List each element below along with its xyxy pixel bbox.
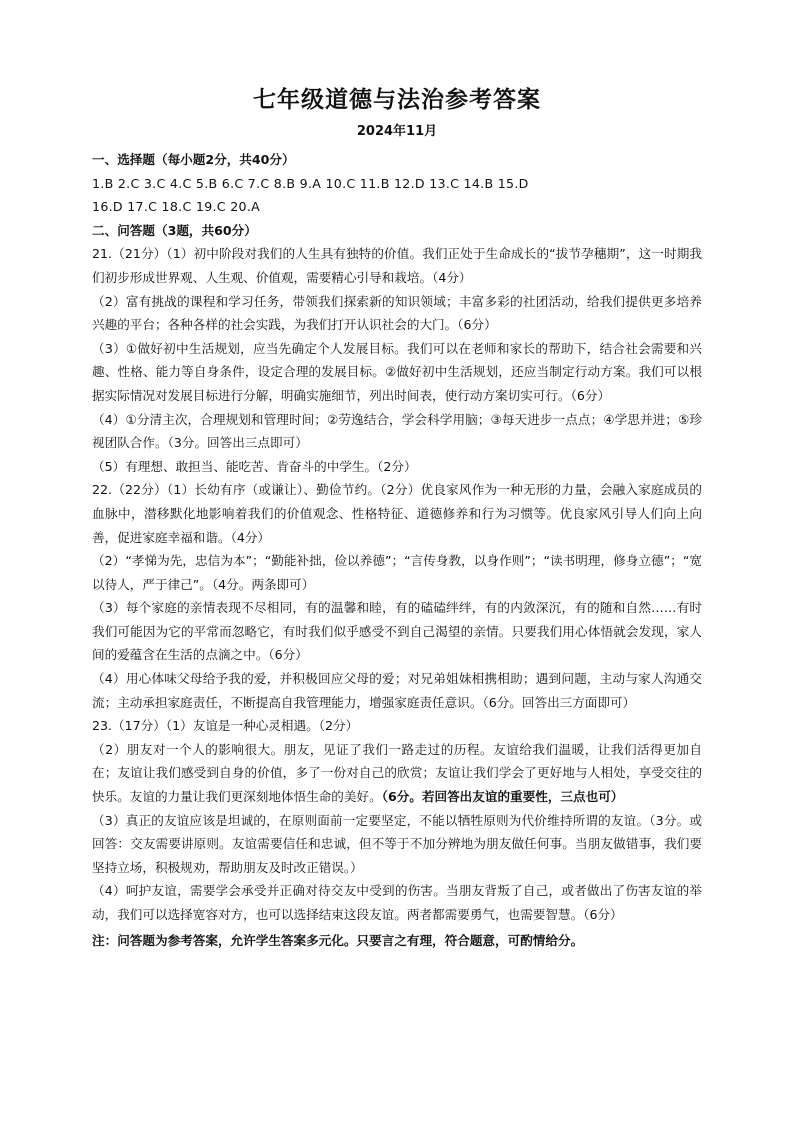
q21-part5: （5）有理想、敢担当、能吃苦、肯奋斗的中学生。（2分） [92, 458, 417, 474]
q23-part2-text: （2）朋友对一个人的影响很大。朋友，见证了我们一路走过的历程。友谊给我们温暖，让我们活得更加自在；友谊让我们感受到自身的价值，多了一份对自己的欣赏；友谊让我们学会了更好地与人相处，享受交往的快乐。友谊的力量让我们更深刻地体悟生命的美好。 [92, 741, 702, 805]
q21-part2: （2）富有挑战的课程和学习任务，带领我们探索新的知识领域；丰富多彩的社团活动，给我们提供更多培养兴趣的平台；各种各样的社会实践，为我们打开认识社会的大门。（6分） [92, 293, 702, 333]
choice-answers-line-2: 16.D 17.C 18.C 19.C 20.A [92, 199, 261, 215]
q23-part2 [92, 738, 702, 809]
q22-part3: （3）每个家庭的亲情表现不尽相同，有的温馨和睦，有的磕磕绊绊，有的内敛深沉，有的随和自然……有时我们可能因为它的平常而忽略它，有时我们似乎感受不到自己渴望的亲情。只要我们用心体悟就会发现，家人间的爱蕴含在生活的点滴之中。（6分） [92, 600, 702, 663]
q23-part4: （4）呵护友谊，需要学会承受并正确对待交友中受到的伤害。当朋友背叛了自己，或者做出了伤害友谊的举动，我们可以选择宽容对方，也可以选择结束这段友谊。两者都需要勇气，也需要智慧。（6分） [92, 883, 702, 922]
document-date: 2024年11月 [356, 124, 438, 139]
section-qa-heading: 二、问答题（3题，共60分） [92, 222, 257, 238]
q21-part1: 21.（21分）（1）初中阶段对我们的人生具有独特的价值。我们正处于生命成长的“拔节孕穗期”，这一时期我们初步形成世界观、人生观、价值观，需要精心引导和栽培。（4分） [92, 246, 702, 285]
section-choice-heading: 一、选择题（每小题2分，共40分） [92, 152, 295, 167]
q21-part4: （4）①分清主次，合理规划和管理时间；②劳逸结合，学会科学用脑；③每天进步一点点；④学思并进；⑤珍视团队合作。（3分。回答出三点即可） [92, 411, 702, 451]
q22-part4: （4）用心体味父母给予我的爱，并积极回应父母的爱；对兄弟姐妹相携相助；遇到问题，主动与家人沟通交流；主动承担家庭责任，不断提高自我管理能力，增强家庭责任意识。（6分。回答出三方面即可） [92, 671, 702, 710]
document-body [92, 148, 702, 952]
q23-part1: 23.（17分）（1）友谊是一种心灵相遇。（2分） [92, 718, 359, 734]
q22-part2: （2）“孝悌为先，忠信为本”；“勤能补拙，俭以养德”；“言传身教，以身作则”；“读书明理，修身立德”；“宽以待人，严于律己”。（4分。两条即可） [92, 553, 702, 592]
q23-part2-score-note: （6分。若回答出友谊的重要性，三点也可） [381, 789, 624, 805]
choice-answers-line-1: 1.B 2.C 3.C 4.C 5.B 6.C 7.C 8.B 9.A 10.C 11.B 12.D 13.C 14.B 15.D [92, 175, 529, 191]
page-title: 七年级道德与法治参考答案 [253, 87, 541, 113]
q23-part3: （3）真正的友谊应该是坦诚的，在原则面前一定要坚定，不能以牺牲原则为代价维持所谓的友谊。（3分。或回答：交友需要讲原则。友谊需要信任和忠诚，但不等于不加分辨地为朋友做任何事。当朋友做错事，我们要坚持立场，积极规劝，帮助朋友及时改正错误。） [92, 812, 702, 875]
q21-part3: （3）①做好初中生活规划，应当先确定个人发展目标。我们可以在老师和家长的帮助下，结合社会需要和兴趣、性格、能力等自身条件，设定合理的发展目标。②做好初中生活规划，还应当制定行动方案。我们可以根据实际情况对发展目标进行分解，明确实施细节，列出时间表，使行动方案切实可行。（6分） [92, 340, 702, 403]
q22-part1: 22.（22分）（1）长幼有序（或谦让）、勤俭节约。（2分）优良家风作为一种无形的力量，会融入家庭成员的血脉中，潜移默化地影响着我们的价值观念、性格特征、道德修养和行为习惯等。优良家风引导人们向上向善，促进家庭幸福和谐。（4分） [92, 482, 702, 545]
grading-note: 注：问答题为参考答案，允许学生答案多元化。只要言之有理，符合题意，可酌情给分。 [92, 932, 584, 948]
